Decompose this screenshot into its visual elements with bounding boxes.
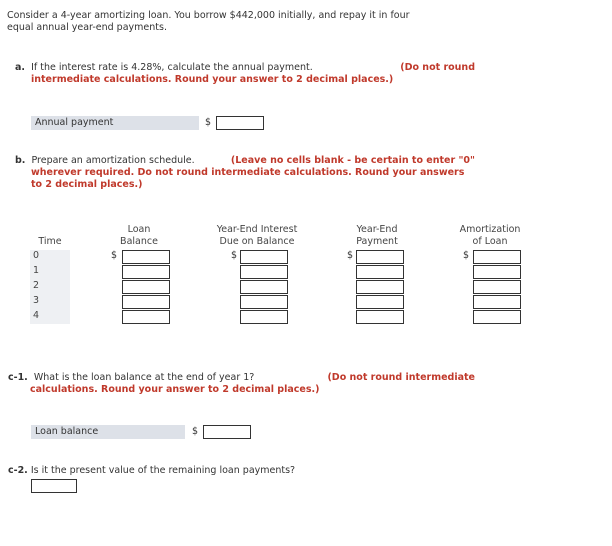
part-b-instruction-1: (Leave no cells blank - be certain to enter "0" bbox=[230, 155, 475, 166]
part-a-tag: a. bbox=[15, 62, 26, 73]
part-b-question bbox=[15, 155, 475, 191]
header-amortization-line1: Amortization bbox=[459, 224, 521, 235]
header-amortization-line2: of Loan bbox=[472, 236, 508, 247]
header-loan-balance bbox=[110, 224, 168, 248]
interest-input-4[interactable] bbox=[240, 310, 288, 324]
loan-balance-input-1[interactable] bbox=[122, 265, 170, 279]
part-a-instruction-1: (Do not round bbox=[400, 62, 475, 73]
row-time-1: 1 bbox=[32, 265, 40, 276]
payment-input-0[interactable] bbox=[356, 250, 404, 264]
header-amortization bbox=[448, 224, 532, 248]
header-loan-line1: Loan bbox=[127, 224, 151, 235]
row-time-4: 4 bbox=[32, 310, 40, 321]
payment-input-1[interactable] bbox=[356, 265, 404, 279]
row-time-0: 0 bbox=[32, 250, 40, 261]
interest-column bbox=[240, 250, 288, 324]
amortization-input-1[interactable] bbox=[473, 265, 521, 279]
amortization-input-4[interactable] bbox=[473, 310, 521, 324]
loan-balance-input-4[interactable] bbox=[122, 310, 170, 324]
annual-payment-input[interactable] bbox=[216, 116, 264, 130]
amortization-input-0[interactable] bbox=[473, 250, 521, 264]
header-interest-line1: Year-End Interest bbox=[216, 224, 298, 235]
header-payment bbox=[342, 224, 412, 248]
header-payment-line1: Year-End bbox=[356, 224, 398, 235]
payment-input-3[interactable] bbox=[356, 295, 404, 309]
part-c2-text: Is it the present value of the remaining loan payments? bbox=[30, 465, 296, 476]
header-loan-line2: Balance bbox=[120, 236, 158, 247]
loan-balance-input-3[interactable] bbox=[122, 295, 170, 309]
part-c2-question bbox=[8, 465, 295, 477]
currency-loan: $ bbox=[111, 250, 118, 261]
problem-intro bbox=[7, 10, 410, 34]
header-interest-line2: Due on Balance bbox=[219, 236, 295, 247]
loan-balance-input[interactable] bbox=[203, 425, 251, 439]
currency-payment: $ bbox=[347, 250, 354, 261]
part-c1-tag: c-1. bbox=[8, 372, 28, 383]
currency-interest: $ bbox=[231, 250, 238, 261]
loan-balance-column bbox=[122, 250, 170, 324]
part-b-text: Prepare an amortization schedule. bbox=[31, 155, 195, 166]
part-b-tag: b. bbox=[15, 155, 26, 166]
annual-payment-currency: $ bbox=[205, 117, 212, 128]
header-payment-line2: Payment bbox=[356, 236, 398, 247]
interest-input-0[interactable] bbox=[240, 250, 288, 264]
amortization-column bbox=[473, 250, 521, 324]
amortization-table bbox=[30, 224, 525, 326]
interest-input-3[interactable] bbox=[240, 295, 288, 309]
part-a-question bbox=[15, 62, 475, 86]
loan-balance-currency: $ bbox=[192, 426, 199, 437]
payment-input-2[interactable] bbox=[356, 280, 404, 294]
part-c1-instruction-1: (Do not round intermediate bbox=[327, 372, 475, 383]
loan-balance-label: Loan balance bbox=[31, 425, 185, 439]
part-a-text: If the interest rate is 4.28%, calculate the annual payment. bbox=[31, 62, 313, 73]
row-time-2: 2 bbox=[32, 280, 40, 291]
loan-balance-input-0[interactable] bbox=[122, 250, 170, 264]
part-b-instruction-3: to 2 decimal places.) bbox=[31, 179, 143, 190]
row-time-3: 3 bbox=[32, 295, 40, 306]
payment-input-4[interactable] bbox=[356, 310, 404, 324]
amortization-input-2[interactable] bbox=[473, 280, 521, 294]
header-time: Time bbox=[38, 236, 62, 247]
loan-balance-input-2[interactable] bbox=[122, 280, 170, 294]
intro-line-1: Consider a 4-year amortizing loan. You borrow $442,000 initially, and repay it in four bbox=[7, 10, 410, 21]
interest-input-2[interactable] bbox=[240, 280, 288, 294]
annual-payment-label: Annual payment bbox=[31, 116, 199, 130]
present-value-answer-input[interactable] bbox=[31, 479, 77, 493]
part-c1-text: What is the loan balance at the end of year 1? bbox=[33, 372, 255, 383]
intro-line-2: equal annual year-end payments. bbox=[7, 22, 167, 33]
part-a-instruction-2: intermediate calculations. Round your answer to 2 decimal places.) bbox=[31, 74, 394, 85]
payment-column bbox=[356, 250, 404, 324]
header-interest bbox=[202, 224, 312, 248]
interest-input-1[interactable] bbox=[240, 265, 288, 279]
amortization-input-3[interactable] bbox=[473, 295, 521, 309]
currency-amortization: $ bbox=[463, 250, 470, 261]
part-c1-instruction-2: calculations. Round your answer to 2 decimal places.) bbox=[30, 384, 320, 395]
part-b-instruction-2: wherever required. Do not round intermediate calculations. Round your answers bbox=[31, 167, 465, 178]
part-c1-question bbox=[8, 372, 475, 396]
part-c2-tag: c-2. bbox=[8, 465, 28, 476]
